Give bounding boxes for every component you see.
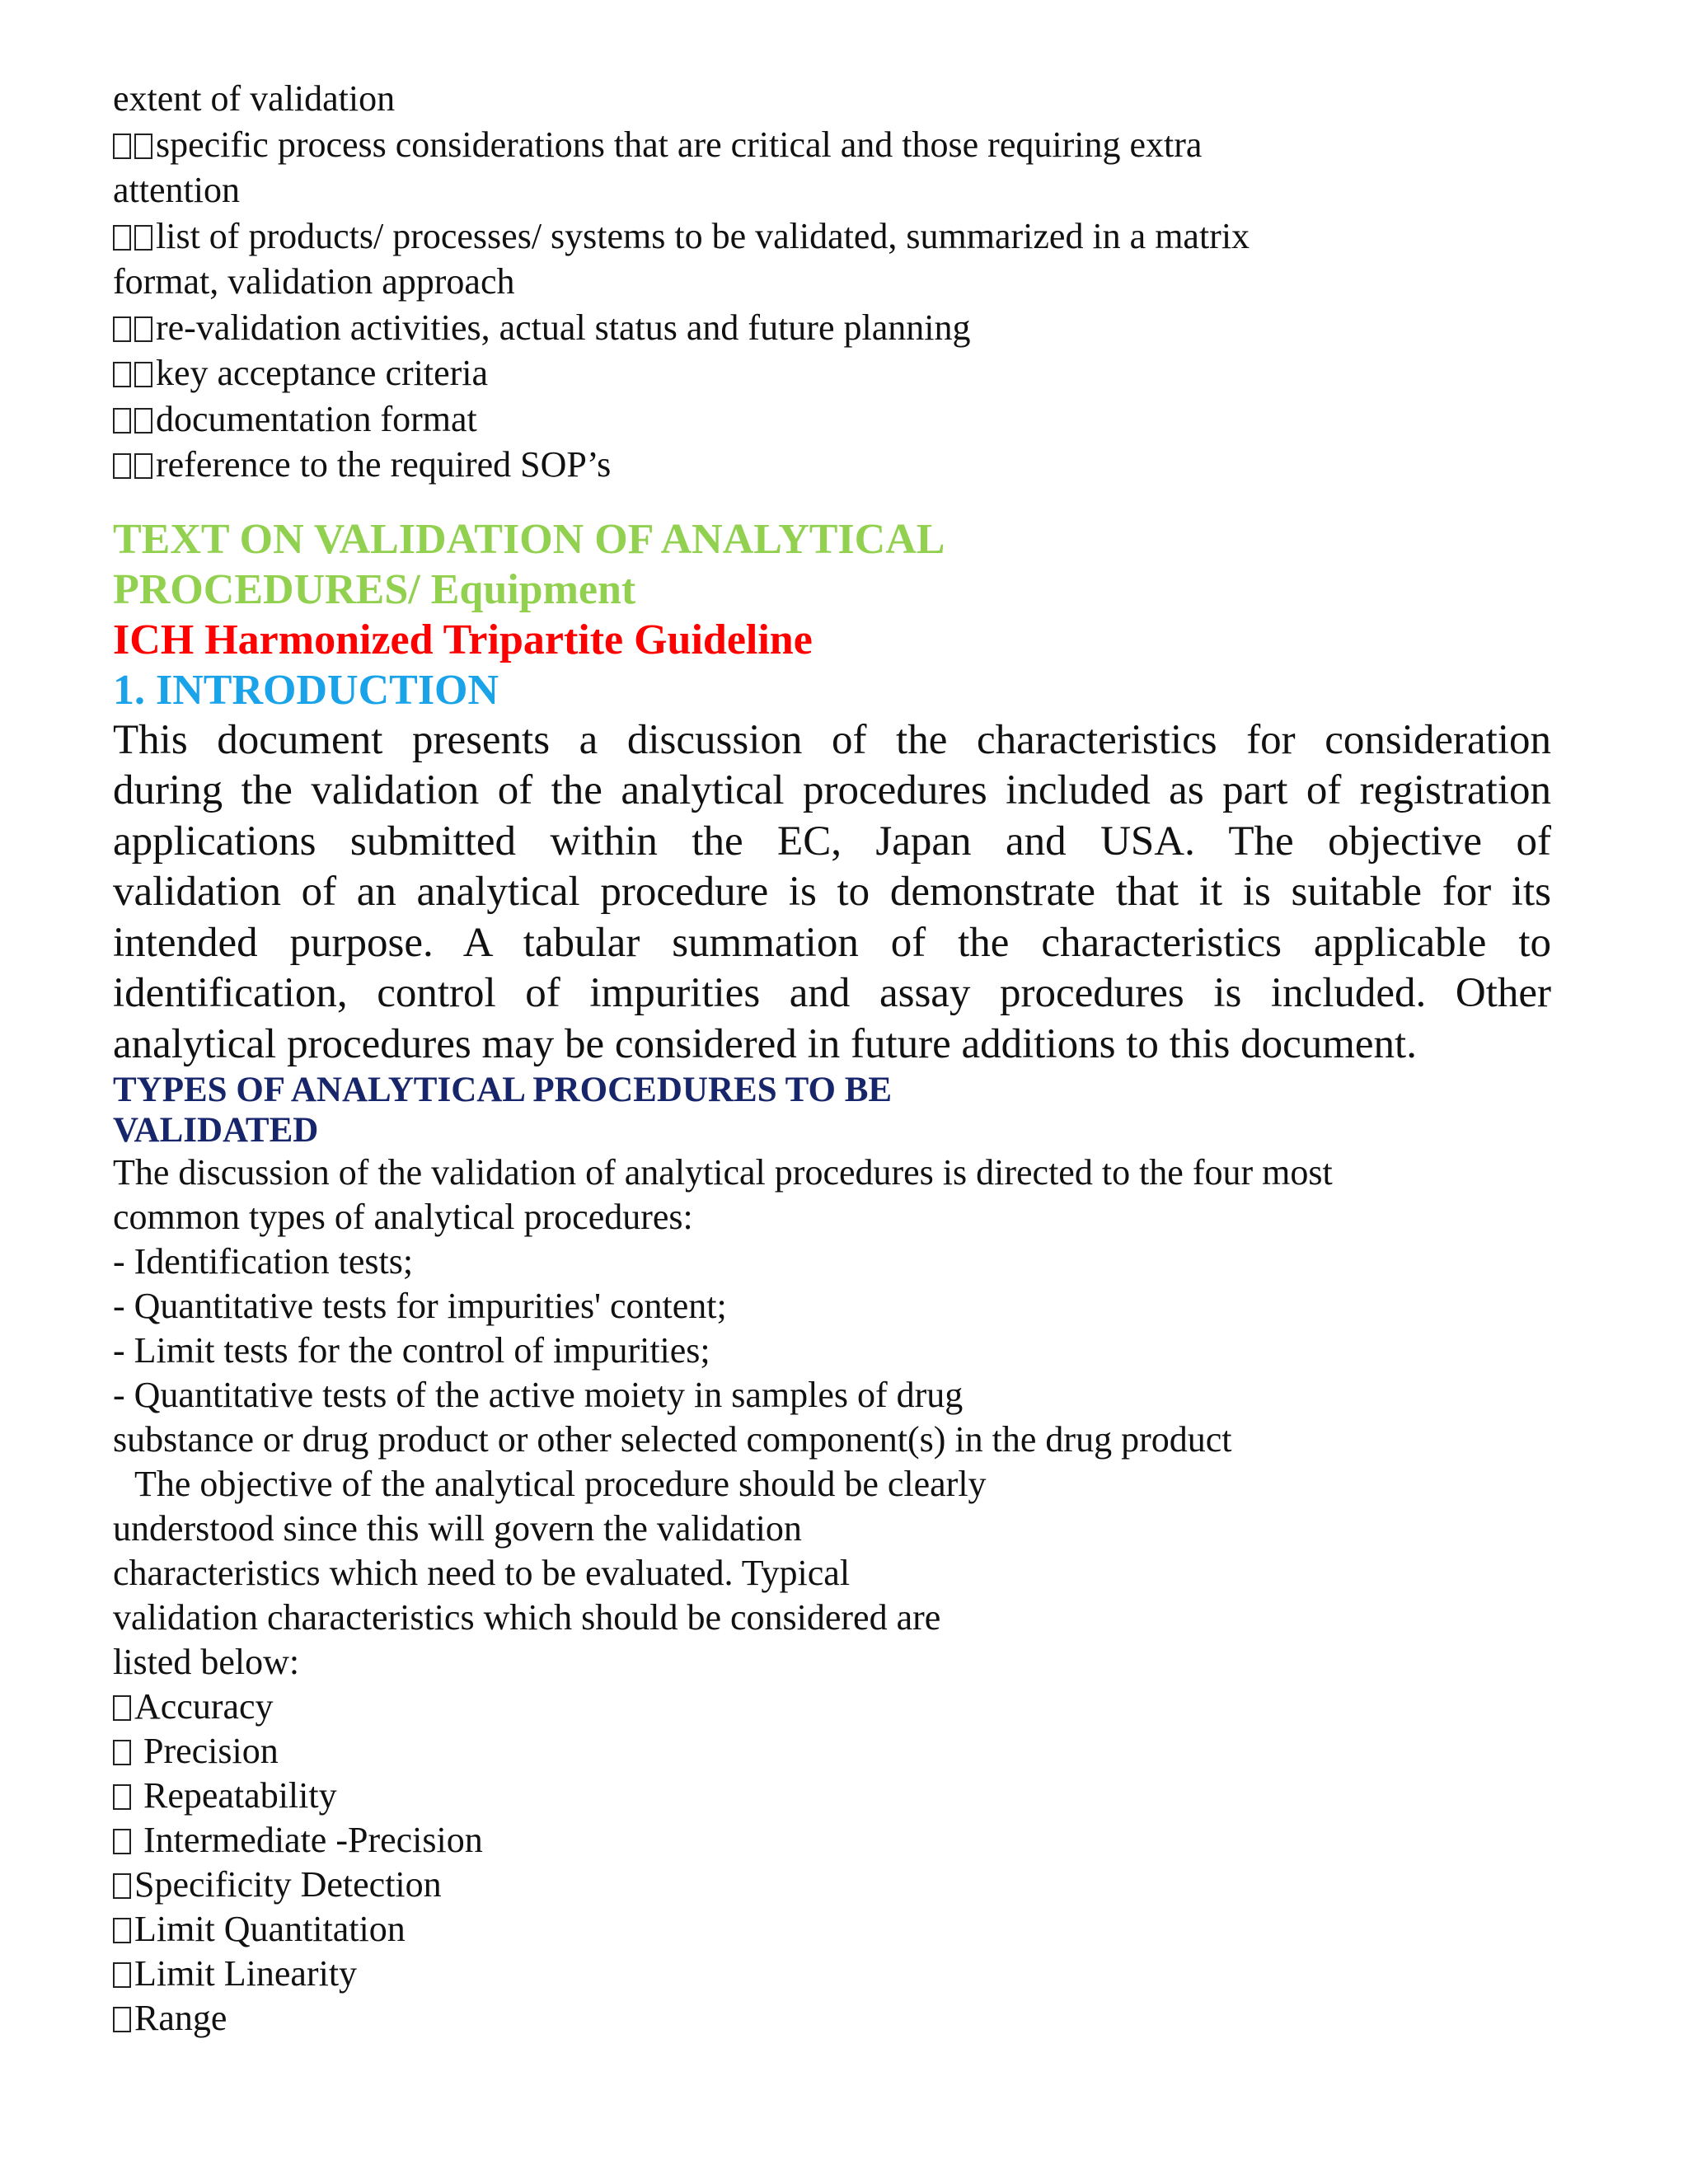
validation-plan-bullet bbox=[113, 213, 1551, 305]
paragraph-line: validation of an analytical procedure is to demonstrate that it is suitable for its bbox=[113, 869, 1551, 915]
list-item bbox=[113, 1818, 1551, 1863]
checkbox-glyph-icon bbox=[113, 408, 131, 434]
paragraph-line: The discussion of the validation of analytical procedures is directed to the four most bbox=[113, 1152, 1333, 1193]
checkbox-glyph-icon bbox=[113, 225, 131, 251]
types-heading: TYPES OF ANALYTICAL PROCEDURES TO BE bbox=[113, 1071, 893, 1109]
paragraph-line: applications submitted within the EC, Japan and USA. The objective of bbox=[113, 818, 1551, 865]
introduction-paragraph bbox=[113, 715, 1551, 1071]
list-item: - Limit tests for the control of impurities; bbox=[113, 1330, 710, 1371]
list-item-continued: substance or drug product or other selected component(s) in the drug product bbox=[113, 1419, 1232, 1460]
list-item bbox=[113, 1952, 1551, 1996]
list-item-label: Accuracy bbox=[134, 1686, 274, 1727]
paragraph-line: intended purpose. A tabular summation of the characteristics applicable to bbox=[113, 919, 1551, 966]
paragraph-line: analytical procedures may be considered in future additions to this document. bbox=[113, 1020, 1417, 1067]
paragraph-line: This document presents a discussion of the characteristics for consideration bbox=[113, 716, 1551, 763]
paragraph-line: The objective of the analytical procedure should be clearly bbox=[134, 1464, 987, 1504]
bullet-text-continued: format, validation approach bbox=[113, 261, 515, 302]
section-title: TEXT ON VALIDATION OF ANALYTICAL bbox=[113, 515, 945, 563]
list-item bbox=[113, 1863, 1551, 1907]
list-item-label: Limit Quantitation bbox=[134, 1909, 406, 1949]
continuation-line: extent of validation bbox=[113, 78, 396, 119]
list-item bbox=[113, 1685, 1551, 1729]
checkbox-glyph-icon bbox=[113, 1784, 131, 1810]
types-heading-continued: VALIDATED bbox=[113, 1111, 319, 1150]
checkbox-glyph-icon bbox=[134, 225, 152, 251]
bullet-text: specific process considerations that are critical and those requiring extra bbox=[156, 124, 1203, 165]
list-item bbox=[113, 1907, 1551, 1952]
page-content bbox=[113, 76, 1551, 2041]
checkbox-glyph-icon bbox=[134, 453, 152, 479]
validation-plan-bullet bbox=[113, 396, 1551, 443]
checkbox-glyph-icon bbox=[113, 1873, 131, 1899]
checkbox-glyph-icon bbox=[134, 408, 152, 434]
list-item: - Quantitative tests for impurities' content; bbox=[113, 1286, 727, 1326]
list-item-label: Precision bbox=[134, 1731, 279, 1771]
paragraph-line: validation characteristics which should be considered are bbox=[113, 1597, 941, 1638]
guideline-title: ICH Harmonized Tripartite Guideline bbox=[113, 616, 813, 663]
spacer bbox=[113, 488, 1551, 514]
checkbox-glyph-icon bbox=[134, 134, 152, 159]
list-item-label: Specificity Detection bbox=[134, 1864, 442, 1905]
list-item bbox=[113, 1729, 1551, 1774]
paragraph-line: understood since this will govern the validation bbox=[113, 1508, 802, 1549]
paragraph-line: characteristics which need to be evaluated. Typical bbox=[113, 1553, 851, 1593]
paragraph-line: listed below: bbox=[113, 1642, 300, 1682]
checkbox-glyph-icon bbox=[113, 1829, 131, 1854]
list-item bbox=[113, 1996, 1551, 2041]
types-paragraph bbox=[113, 1151, 1551, 1685]
validation-plan-bullet bbox=[113, 442, 1551, 488]
checkbox-glyph-icon bbox=[113, 1918, 131, 1943]
checkbox-glyph-icon bbox=[113, 1962, 131, 1988]
list-item: - Quantitative tests of the active moiety in samples of drug bbox=[113, 1375, 964, 1415]
list-item bbox=[113, 1774, 1551, 1818]
checkbox-glyph-icon bbox=[113, 453, 131, 479]
paragraph-line: identification, control of impurities and assay procedures is included. Other bbox=[113, 970, 1551, 1016]
list-item: - Identification tests; bbox=[113, 1241, 414, 1282]
list-item-label: Limit Linearity bbox=[134, 1953, 358, 1994]
checkbox-glyph-icon bbox=[113, 2007, 131, 2032]
validation-plan-bullet bbox=[113, 122, 1551, 213]
bullet-text: re-validation activities, actual status and future planning bbox=[156, 307, 971, 348]
bullet-text-continued: attention bbox=[113, 170, 240, 210]
bullet-text: list of products/ processes/ systems to be validated, summarized in a matrix bbox=[156, 215, 1250, 256]
list-item-label: Repeatability bbox=[134, 1775, 337, 1816]
introduction-heading: 1. INTRODUCTION bbox=[113, 666, 499, 714]
bullet-text: key acceptance criteria bbox=[156, 353, 489, 393]
bullet-text: documentation format bbox=[156, 398, 477, 439]
bullet-text: reference to the required SOP’s bbox=[156, 444, 612, 485]
list-item-label: Range bbox=[134, 1998, 227, 2038]
checkbox-glyph-icon bbox=[113, 316, 131, 342]
checkbox-glyph-icon bbox=[113, 1740, 131, 1765]
validation-plan-bullet bbox=[113, 305, 1551, 351]
checkbox-glyph-icon bbox=[113, 1695, 131, 1721]
checkbox-glyph-icon bbox=[113, 134, 131, 159]
checkbox-glyph-icon bbox=[113, 362, 131, 387]
characteristics-list bbox=[113, 1685, 1551, 2041]
paragraph-line: during the validation of the analytical procedures included as part of registration bbox=[113, 767, 1551, 813]
checkbox-glyph-icon bbox=[134, 316, 152, 342]
list-item-label: Intermediate -Precision bbox=[134, 1820, 483, 1860]
paragraph-line: common types of analytical procedures: bbox=[113, 1197, 693, 1237]
validation-plan-bullet bbox=[113, 350, 1551, 396]
checkbox-glyph-icon bbox=[134, 362, 152, 387]
section-title-continued: PROCEDURES/ Equipment bbox=[113, 565, 636, 613]
